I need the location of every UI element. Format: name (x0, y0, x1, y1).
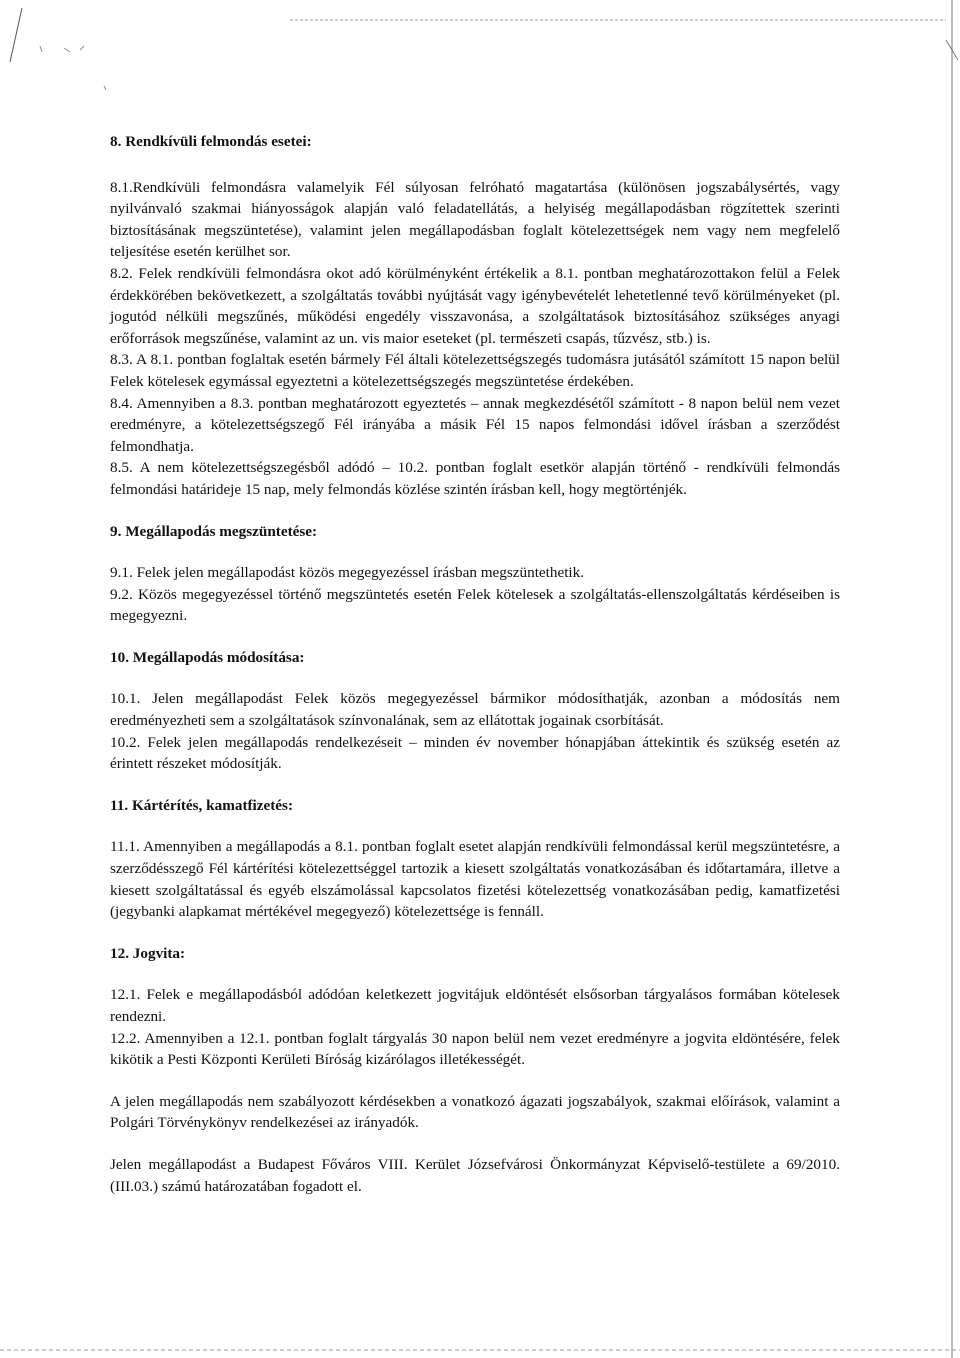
section-12 (110, 943, 840, 1071)
scan-edge-mark (80, 46, 84, 50)
section-heading: 12. Jogvita: (110, 944, 186, 962)
closing-applicable-law: A jelen megállapodás nem szabályozott kérdésekben a vonatkozó ágazati jogszabályok, szakmai előírások, valamint a Polgári Törvénykönyv rendelkezései az irányadók. (110, 1092, 840, 1132)
clause-8-1: 8.1.Rendkívüli felmondásra valamelyik Fél súlyosan felróható magatartása (különösen jogszabálysértés, vagy nyilvánvaló szakmai hiányosságok alapján való feladatellátás, a helyiség megállapodásban rögzítettek szerinti biztosításának megszüntetése), valamint jelen megállapodásban foglalt kötelezettségek nem vagy nem megfelelő teljesítése esetén kerülhet sor. (110, 178, 840, 261)
section-heading: 8. Rendkívüli felmondás esetei: (110, 133, 312, 150)
section-heading: 10. Megállapodás módosítása: (110, 648, 305, 666)
clause-11-1: 11.1. Amennyiben a megállapodás a 8.1. pontban foglalt esetet alapján rendkívüli felmondással kerül megszüntetésre, a szerződésszegő Fél kártérítési kötelezettséggel tartozik a kiesett szolgáltatás vonatkozásában és időtartamára, illetve a kiesett szolgáltatással és egyéb elszámolással kapcsolatos fizetési kötelezettség vonatkozásában pedig, kamatfizetési (jegybanki alapkamat mértékével megegyező) kötelezettsége is fennáll. (110, 838, 840, 921)
clause-12-1: 12.1. Felek e megállapodásból adódóan keletkezett jogvitájuk eldöntését elsősorban tárgyalásos formában kötelesek rendezni. (110, 986, 840, 1025)
section-9 (110, 521, 840, 627)
clause-8-3: 8.3. A 8.1. pontban foglaltak esetén bármely Fél általi kötelezettségszegés tudomásra jutásától számított 15 napon belül Felek kötelesek egymással egyeztetni a kötelezettségszegés megszüntetése érdekében. (110, 351, 840, 390)
clause-9-1: 9.1. Felek jelen megállapodást közös megegyezéssel írásban megszüntethetik. (110, 564, 585, 582)
section-11 (110, 795, 840, 923)
scan-edge-mark (64, 48, 70, 52)
section-8 (110, 131, 840, 501)
clause-12-2: 12.2. Amennyiben a 12.1. pontban foglalt tárgyalás 30 napon belül nem vezet eredményre a jogvita eldöntésére, felek kikötik a Pesti Központi Kerületi Bíróság kizárólagos illetékességét. (110, 1029, 840, 1069)
clause-8-5: 8.5. A nem kötelezettségszegésből adódó – 10.2. pontban foglalt esetkör alapján történő - rendkívüli felmondás felmondási határideje 15 nap, mely felmondás közlése szintén írásban kell, hogy megtörténjék. (110, 459, 840, 498)
section-heading: 11. Kártérítés, kamatfizetés: (110, 796, 294, 814)
section-10 (110, 647, 840, 775)
scan-edge-mark (104, 86, 106, 90)
scan-edge-mark (10, 8, 22, 62)
scan-edge-mark (40, 46, 42, 52)
scan-right-edge-tick (946, 40, 958, 60)
document-body (110, 131, 840, 1197)
closing-approval-statement: Jelen megállapodást a Budapest Főváros VIII. Kerület Józsefvárosi Önkormányzat Képviselő-testülete a 69/2010. (III.03.) számú határozatában fogadott el. (110, 1155, 840, 1195)
clause-10-1: 10.1. Jelen megállapodást Felek közös megegyezéssel bármikor módosíthatják, azonban a módosítás nem eredményezheti sem a szolgáltatások színvonalának, sem az ellátottak jogainak csorbítását. (110, 690, 840, 730)
clause-8-4: 8.4. Amennyiben a 8.3. pontban meghatározott egyeztetés – annak megkezdésétől számított - 8 napon belül nem vezet eredményre, a kötelezettségszegő Fél irányába a másik Fél 15 napos felmondási idővel írásban a szerződést felmondhatja. (110, 394, 840, 455)
clause-8-2: 8.2. Felek rendkívüli felmondásra okot adó körülményként értékelik a 8.1. pontban meghatározottakon felül a Felek érdekkörében bekövetkezett, a szolgáltatás további nyújtását vagy igénybevételét lehetetlenné tevő körülményeket (pl. jogutód nélküli megszűnés, működési engedély visszavonása, a szolgáltatások biztosításához szükséges anyagi erőforrások megszűnése, valamint az un. vis maior eseteket (pl. természeti csapás, tűzvész, stb.) is. (110, 264, 840, 347)
clause-10-2: 10.2. Felek jelen megállapodás rendelkezéseit – minden év november hónapjában áttekintik és szükség esetén az érintett részeket módosítják. (110, 733, 840, 773)
clause-9-2: 9.2. Közös megegyezéssel történő megszüntetés esetén Felek kötelesek a szolgáltatás-ellenszolgáltatás kérdéseiben is megegyezni. (110, 585, 840, 625)
section-heading: 9. Megállapodás megszüntetése: (110, 522, 318, 540)
